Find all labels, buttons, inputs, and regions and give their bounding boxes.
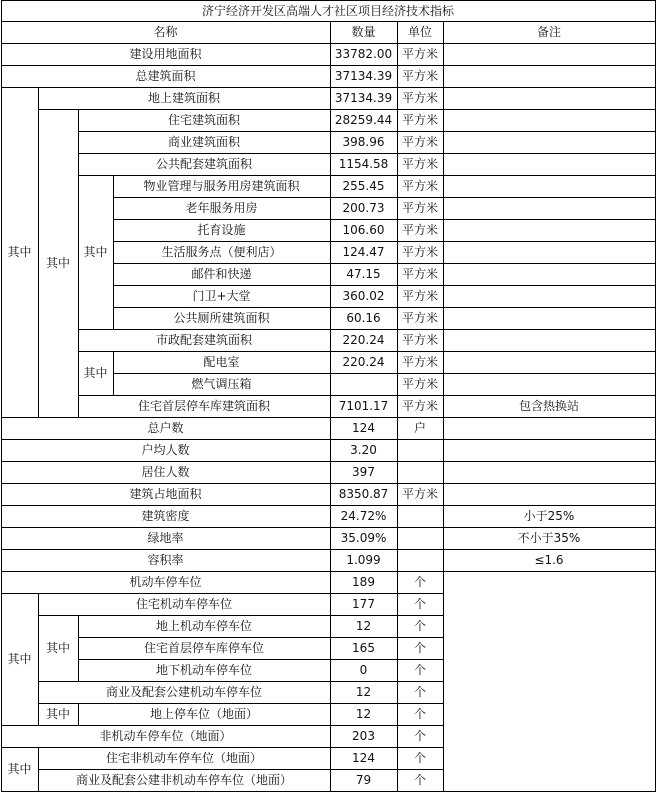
row-remark [443,747,655,769]
row-name: 商业及配套公建非机动车停车位（地面） [75,773,292,787]
row-unit: 户 [413,421,426,435]
grid-hline [78,395,656,396]
row-unit: 平方米 [401,91,438,105]
row-quantity: 1154.58 [338,157,389,171]
row-name: 住宅首层停车库停车位 [143,641,264,655]
group-label-qizhong: 其中 [7,652,32,666]
row-quantity: 12 [355,685,372,699]
row-remark [443,593,655,615]
grid-hline [1,593,444,594]
row-remark [443,483,655,505]
row-unit: 平方米 [401,157,438,171]
grid-hline [1,483,656,484]
row-remark [443,263,655,285]
row-name: 配电室 [203,355,240,369]
row-remark [443,109,655,131]
grid-hline [38,769,444,770]
row-remark [443,285,655,307]
row-quantity: 220.24 [342,355,385,369]
row-quantity: 24.72% [340,509,387,523]
grid-hline [1,791,656,792]
row-name: 总户数 [147,421,184,435]
row-unit: 平方米 [401,333,438,347]
row-unit: 平方米 [401,47,438,61]
group-vline [78,109,79,417]
row-remark [443,43,655,65]
row-quantity: 12 [355,707,372,721]
group-label-qizhong: 其中 [45,707,70,721]
group-label-qizhong: 其中 [45,641,70,655]
row-remark [443,659,655,681]
row-quantity: 0 [359,663,368,677]
row-name: 地上建筑面积 [147,91,220,105]
row-remark [443,725,655,747]
row-remark [443,131,655,153]
row-name: 住宅非机动车停车位（地面） [105,751,262,765]
grid-hline [78,153,656,154]
group-label-qizhong: 其中 [83,245,108,259]
grid-hline [78,637,444,638]
grid-hline [113,373,656,374]
row-quantity: 1.099 [346,553,381,567]
grid-hline [1,461,656,462]
row-remark [443,307,655,329]
row-unit: 平方米 [401,399,438,413]
row-name: 建筑占地面积 [129,487,202,501]
row-remark [443,461,655,483]
grid-hline [1,87,656,88]
row-unit [397,461,443,483]
grid-hline [78,659,444,660]
grid-vline [397,21,398,791]
grid-hline [38,615,444,616]
row-remark [443,417,655,439]
row-name: 地上停车位（地面） [149,707,258,721]
row-unit: 平方米 [401,223,438,237]
grid-hline [78,175,656,176]
row-name: 商业建筑面积 [167,135,240,149]
row-quantity: 360.02 [342,289,385,303]
row-quantity: 189 [352,575,375,589]
row-quantity: 165 [352,641,375,655]
grid-hline [1,21,656,22]
row-remark [443,637,655,659]
row-unit: 平方米 [401,267,438,281]
grid-hline [1,65,656,66]
row-remark [443,153,655,175]
row-remark [443,351,655,373]
row-quantity: 79 [355,773,372,787]
row-quantity: 3.20 [350,443,377,457]
grid-hline [1,439,656,440]
row-remark: 不小于35% [517,531,581,545]
row-name: 托育设施 [197,223,246,237]
row-unit: 个 [413,597,426,611]
row-unit: 个 [413,641,426,655]
row-unit: 平方米 [401,113,438,127]
grid-hline [38,681,444,682]
row-remark [443,769,655,791]
grid-hline [113,197,656,198]
row-quantity: 397 [352,465,375,479]
header-name: 名称 [153,25,178,39]
row-name: 机动车停车位 [129,575,202,589]
grid-hline [113,285,656,286]
grid-hline [113,307,656,308]
grid-hline [78,351,656,352]
row-name: 户均人数 [141,443,190,457]
row-name: 容积率 [147,553,184,567]
row-unit: 平方米 [401,179,438,193]
row-remark [443,197,655,219]
group-label-qizhong: 其中 [7,245,32,259]
table-title: 济宁经济开发区高端人才社区项目经济技术指标 [201,3,454,18]
row-unit: 平方米 [401,377,438,391]
row-unit: 个 [413,751,426,765]
grid-hline [1,549,656,550]
row-quantity [330,373,397,395]
grid-hline [1,747,444,748]
row-unit: 平方米 [401,289,438,303]
row-name: 居住人数 [141,465,190,479]
row-quantity: 398.96 [342,135,385,149]
row-unit: 个 [413,729,426,743]
row-name: 地上机动车停车位 [155,619,252,633]
row-remark [443,219,655,241]
row-quantity: 37134.39 [334,69,393,83]
grid-hline [78,329,656,330]
row-quantity: 220.24 [342,333,385,347]
row-name: 老年服务用房 [185,201,258,215]
row-name: 建筑密度 [141,509,190,523]
grid-hline [1,725,444,726]
row-quantity: 35.09% [340,531,387,545]
row-remark [443,681,655,703]
row-remark [443,703,655,725]
row-name: 总建筑面积 [135,69,196,83]
row-name: 燃气调压箱 [191,377,252,391]
group-vline [38,87,39,417]
header-quantity: 数量 [351,25,376,39]
group-label-qizhong: 其中 [7,762,32,776]
row-name: 公共配套建筑面积 [155,157,252,171]
group-label-qizhong: 其中 [45,256,70,270]
row-quantity: 106.60 [342,223,385,237]
row-quantity: 124 [352,751,375,765]
row-unit [397,527,443,549]
row-unit: 平方米 [401,487,438,501]
row-name: 门卫+大堂 [192,289,251,303]
row-quantity: 60.16 [346,311,381,325]
group-vline [78,615,79,681]
row-unit: 个 [413,575,426,589]
row-unit [397,505,443,527]
group-label-qizhong: 其中 [83,366,108,380]
row-remark [443,241,655,263]
row-unit: 平方米 [401,69,438,83]
row-unit: 个 [413,663,426,677]
row-remark [443,373,655,395]
row-remark [443,87,655,109]
grid-hline [113,241,656,242]
row-unit: 平方米 [401,245,438,259]
row-remark [443,175,655,197]
row-quantity: 177 [352,597,375,611]
frame-top [1,0,656,1]
row-unit [397,549,443,571]
row-quantity: 7101.17 [338,399,389,413]
group-vline [113,351,114,395]
row-name: 住宅建筑面积 [167,113,240,127]
grid-hline [1,527,656,528]
row-name: 市政配套建筑面积 [155,333,252,347]
row-remark [443,329,655,351]
row-quantity: 200.73 [342,201,385,215]
grid-vline [1,21,2,791]
row-unit: 个 [413,619,426,633]
grid-vline [443,21,444,791]
row-name: 生活服务点（便利店） [161,245,282,259]
grid-hline [1,505,656,506]
group-vline [113,175,114,329]
row-remark: ≤1.6 [534,553,564,567]
row-quantity: 124 [352,421,375,435]
row-name: 商业及配套公建机动车停车位 [105,685,262,699]
grid-hline [78,131,656,132]
grid-hline [113,219,656,220]
row-name: 公共厕所建筑面积 [173,311,270,325]
grid-hline [1,417,656,418]
row-name: 住宅首层停车库建筑面积 [137,399,270,413]
row-unit: 个 [413,773,426,787]
group-vline [38,593,39,725]
row-quantity: 12 [355,619,372,633]
row-quantity: 203 [352,729,375,743]
row-remark: 包含热换站 [518,399,579,413]
frame-left [1,0,2,21]
row-unit [397,439,443,461]
grid-vline [330,21,331,791]
row-unit: 平方米 [401,355,438,369]
row-quantity: 33782.00 [334,47,393,61]
row-name: 建设用地面积 [129,47,202,61]
grid-hline [1,43,656,44]
grid-hline [1,571,656,572]
row-name: 邮件和快递 [191,267,252,281]
row-unit: 个 [413,707,426,721]
row-remark [443,439,655,461]
row-unit: 个 [413,685,426,699]
row-quantity: 8350.87 [338,487,389,501]
row-quantity: 255.45 [342,179,385,193]
row-quantity: 124.47 [342,245,385,259]
row-remark [443,571,655,593]
row-unit: 平方米 [401,201,438,215]
row-unit: 平方米 [401,135,438,149]
group-vline [38,747,39,791]
row-name: 绿地率 [147,531,184,545]
grid-hline [113,263,656,264]
row-remark [443,65,655,87]
group-vline [78,703,79,725]
row-quantity: 28259.44 [334,113,393,127]
grid-hline [38,109,656,110]
row-name: 住宅机动车停车位 [135,597,232,611]
row-name: 物业管理与服务用房建筑面积 [143,179,300,193]
row-unit: 平方米 [401,311,438,325]
row-remark [443,615,655,637]
row-quantity: 37134.39 [334,91,393,105]
row-name: 地下机动车停车位 [155,663,252,677]
row-quantity: 47.15 [346,267,381,281]
header-unit: 单位 [407,25,432,39]
grid-hline [38,703,444,704]
row-remark: 小于25% [523,509,575,523]
header-remark: 备注 [536,25,561,39]
row-name: 非机动车停车位（地面） [99,729,232,743]
